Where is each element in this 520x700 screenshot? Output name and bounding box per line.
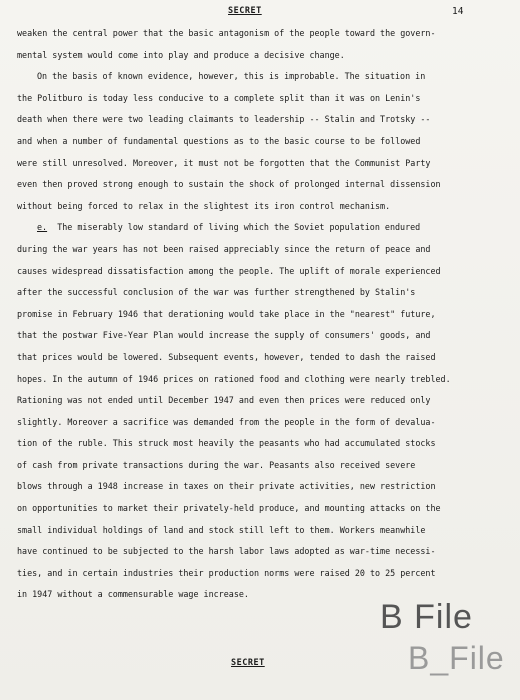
- text-line: and when a number of fundamental questions as to the basic course to be followed: [17, 135, 421, 146]
- text-line: the Politburo is today less conducive to a complete split than it was on Lenin's: [17, 92, 421, 103]
- text-line: of cash from private transactions during the war. Peasants also received severe: [17, 459, 416, 470]
- text-line: slightly. Moreover a sacrifice was demanded from the people in the form of devalua-: [17, 416, 436, 427]
- page-number: 14: [452, 6, 464, 17]
- text-line: causes widespread dissatisfaction among the people. The uplift of morale experienced: [17, 265, 441, 276]
- text-line: The miserably low standard of living which the Soviet population endured: [57, 222, 421, 233]
- text-line: during the war years has not been raised appreciably since the return of peace and: [17, 243, 431, 254]
- text-line: in 1947 without a commensurable wage increase.: [17, 589, 249, 600]
- paragraph-label: e.: [37, 222, 48, 233]
- text-line: On the basis of known evidence, however, this is improbable. The situation in: [37, 71, 426, 82]
- text-line: without being forced to relax in the slightest its iron control mechanism.: [17, 200, 391, 211]
- text-line: Rationing was not ended until December 1947 and even then prices were reduced only: [17, 395, 431, 406]
- text-line: promise in February 1946 that derationing would take place in the "nearest" future,: [17, 308, 436, 319]
- text-line: small individual holdings of land and stock still left to them. Workers meanwhile: [17, 524, 426, 535]
- text-line: on opportunities to market their privately-held produce, and mounting attacks on the: [17, 503, 441, 514]
- text-line: even then proved strong enough to sustain the shock of prolonged internal dissension: [17, 179, 441, 190]
- file-stamp-dark: B File: [380, 598, 473, 636]
- paragraph-e-first-line: [17, 217, 513, 239]
- text-line: death when there were two leading claimants to leadership -- Stalin and Trotsky --: [17, 114, 431, 125]
- text-line: that the postwar Five-Year Plan would increase the supply of consumers' goods, and: [17, 330, 431, 341]
- document-body: [17, 23, 513, 606]
- classification-header: SECRET: [228, 6, 262, 16]
- text-line: that prices would be lowered. Subsequent events, however, tended to dash the raised: [17, 351, 436, 362]
- text-line: blows through a 1948 increase in taxes on their private activities, new restriction: [17, 481, 436, 492]
- text-line: hopes. In the autumn of 1946 prices on rationed food and clothing were nearly trebled.: [17, 373, 451, 384]
- text-line: after the successful conclusion of the war was further strengthened by Stalin's: [17, 287, 416, 298]
- text-line: mental system would come into play and produce a decisive change.: [17, 49, 345, 60]
- text-line: were still unresolved. Moreover, it must not be forgotten that the Communist Party: [17, 157, 431, 168]
- classification-footer: SECRET: [231, 658, 265, 668]
- page-header: [0, 6, 520, 20]
- text-line: tion of the ruble. This struck most heavily the peasants who had accumulated stocks: [17, 438, 436, 449]
- text-line: have continued to be subjected to the harsh labor laws adopted as war-time necessi-: [17, 546, 436, 557]
- text-line: weaken the central power that the basic antagonism of the people toward the govern-: [17, 28, 436, 38]
- text-line: ties, and in certain industries their production norms were raised 20 to 25 percent: [17, 567, 436, 578]
- file-stamp-light: B_File: [408, 640, 505, 676]
